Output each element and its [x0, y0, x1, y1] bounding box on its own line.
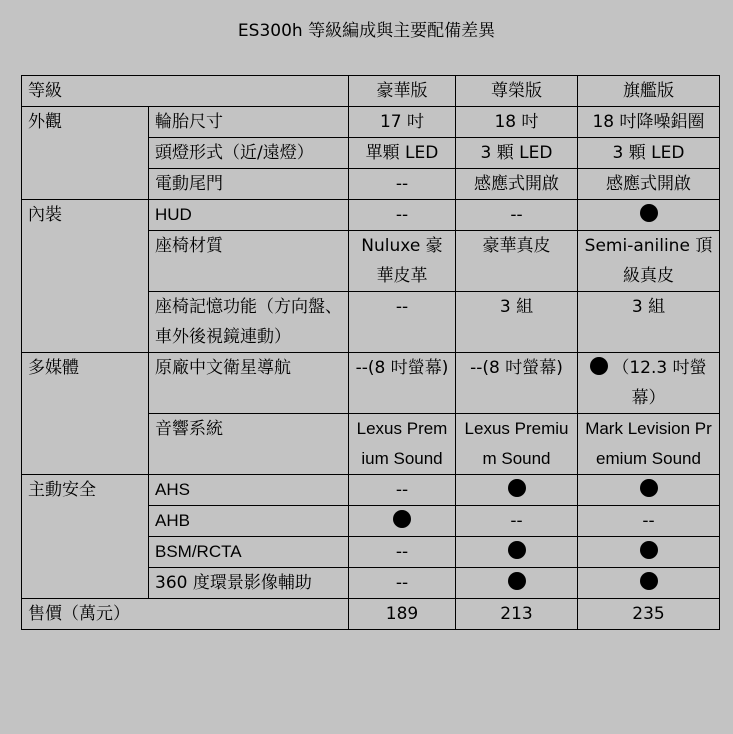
cell-value: 18 吋 — [456, 107, 578, 138]
cell-value: -- — [349, 568, 456, 599]
feature-label: 360 度環景影像輔助 — [149, 568, 349, 599]
feature-label: 輪胎尺寸 — [149, 107, 349, 138]
cell-value: 豪華真皮 — [456, 231, 578, 292]
feature-label: 頭燈形式（近/遠燈） — [149, 138, 349, 169]
cell-value: -- — [456, 506, 578, 537]
cell-value: 3 顆 LED — [456, 138, 578, 169]
cell-value: -- — [349, 200, 456, 231]
table-row — [22, 475, 720, 506]
spec-table — [21, 75, 720, 630]
equipped-cell — [578, 568, 720, 599]
trim-flagship-header: 旗艦版 — [578, 76, 720, 107]
cell-value: Lexus Premium Sound — [456, 414, 578, 475]
trim-luxury-header: 豪華版 — [349, 76, 456, 107]
group-multimedia: 多媒體 — [22, 353, 149, 475]
cell-value: 3 組 — [578, 292, 720, 353]
table-row — [22, 107, 720, 138]
equipped-cell — [578, 537, 720, 568]
cell-value: -- — [349, 292, 456, 353]
price-value: 189 — [349, 599, 456, 630]
feature-label: AHB — [149, 506, 349, 537]
group-exterior: 外觀 — [22, 107, 149, 200]
cell-value: --(8 吋螢幕) — [456, 353, 578, 414]
equipped-cell — [578, 200, 720, 231]
equipped-dot-icon — [508, 479, 526, 497]
equipped-cell — [456, 475, 578, 506]
equipped-dot-icon — [393, 510, 411, 528]
trim-premium-header: 尊榮版 — [456, 76, 578, 107]
feature-label: HUD — [149, 200, 349, 231]
feature-label: 原廠中文衛星導航 — [149, 353, 349, 414]
cell-value: -- — [349, 537, 456, 568]
equipped-dot-icon — [508, 541, 526, 559]
cell-value: Semi-aniline 頂級真皮 — [578, 231, 720, 292]
cell-value: Mark Levision Premium Sound — [578, 414, 720, 475]
cell-value: -- — [456, 200, 578, 231]
header-row — [22, 76, 720, 107]
equipped-dot-icon — [640, 479, 658, 497]
cell-value: -- — [349, 475, 456, 506]
feature-label: 電動尾門 — [149, 169, 349, 200]
cell-value: 單顆 LED — [349, 138, 456, 169]
equipped-cell — [578, 353, 720, 414]
cell-value: --(8 吋螢幕) — [349, 353, 456, 414]
equipped-dot-icon — [640, 572, 658, 590]
equipped-dot-icon — [640, 204, 658, 222]
cell-value: 17 吋 — [349, 107, 456, 138]
table-row — [22, 353, 720, 414]
feature-label: BSM/RCTA — [149, 537, 349, 568]
feature-label: 座椅記憶功能（方向盤、車外後視鏡連動） — [149, 292, 349, 353]
price-value: 235 — [578, 599, 720, 630]
price-value: 213 — [456, 599, 578, 630]
cell-value: 感應式開啟 — [456, 169, 578, 200]
cell-value: Nuluxe 豪華皮革 — [349, 231, 456, 292]
cell-value: 3 顆 LED — [578, 138, 720, 169]
equipped-cell — [456, 568, 578, 599]
cell-value: 18 吋降噪鋁圈 — [578, 107, 720, 138]
cell-value: Lexus Premium Sound — [349, 414, 456, 475]
equipped-cell — [349, 506, 456, 537]
equipped-dot-icon — [508, 572, 526, 590]
equipped-dot-icon — [640, 541, 658, 559]
cell-value: 感應式開啟 — [578, 169, 720, 200]
equipped-cell — [578, 475, 720, 506]
table-row — [22, 200, 720, 231]
feature-label: 音響系統 — [149, 414, 349, 475]
equipped-cell — [456, 537, 578, 568]
cell-value: -- — [578, 506, 720, 537]
cell-value: （12.3 吋螢幕） — [612, 358, 707, 408]
page-title: ES300h 等級編成與主要配備差異 — [237, 21, 496, 41]
grade-header: 等級 — [22, 76, 349, 107]
equipped-dot-icon — [590, 357, 608, 375]
feature-label: 座椅材質 — [149, 231, 349, 292]
group-safety: 主動安全 — [22, 475, 149, 599]
price-row — [22, 599, 720, 630]
cell-value: 3 組 — [456, 292, 578, 353]
feature-label: AHS — [149, 475, 349, 506]
group-interior: 內裝 — [22, 200, 149, 353]
group-price: 售價（萬元） — [22, 599, 349, 630]
cell-value: -- — [349, 169, 456, 200]
